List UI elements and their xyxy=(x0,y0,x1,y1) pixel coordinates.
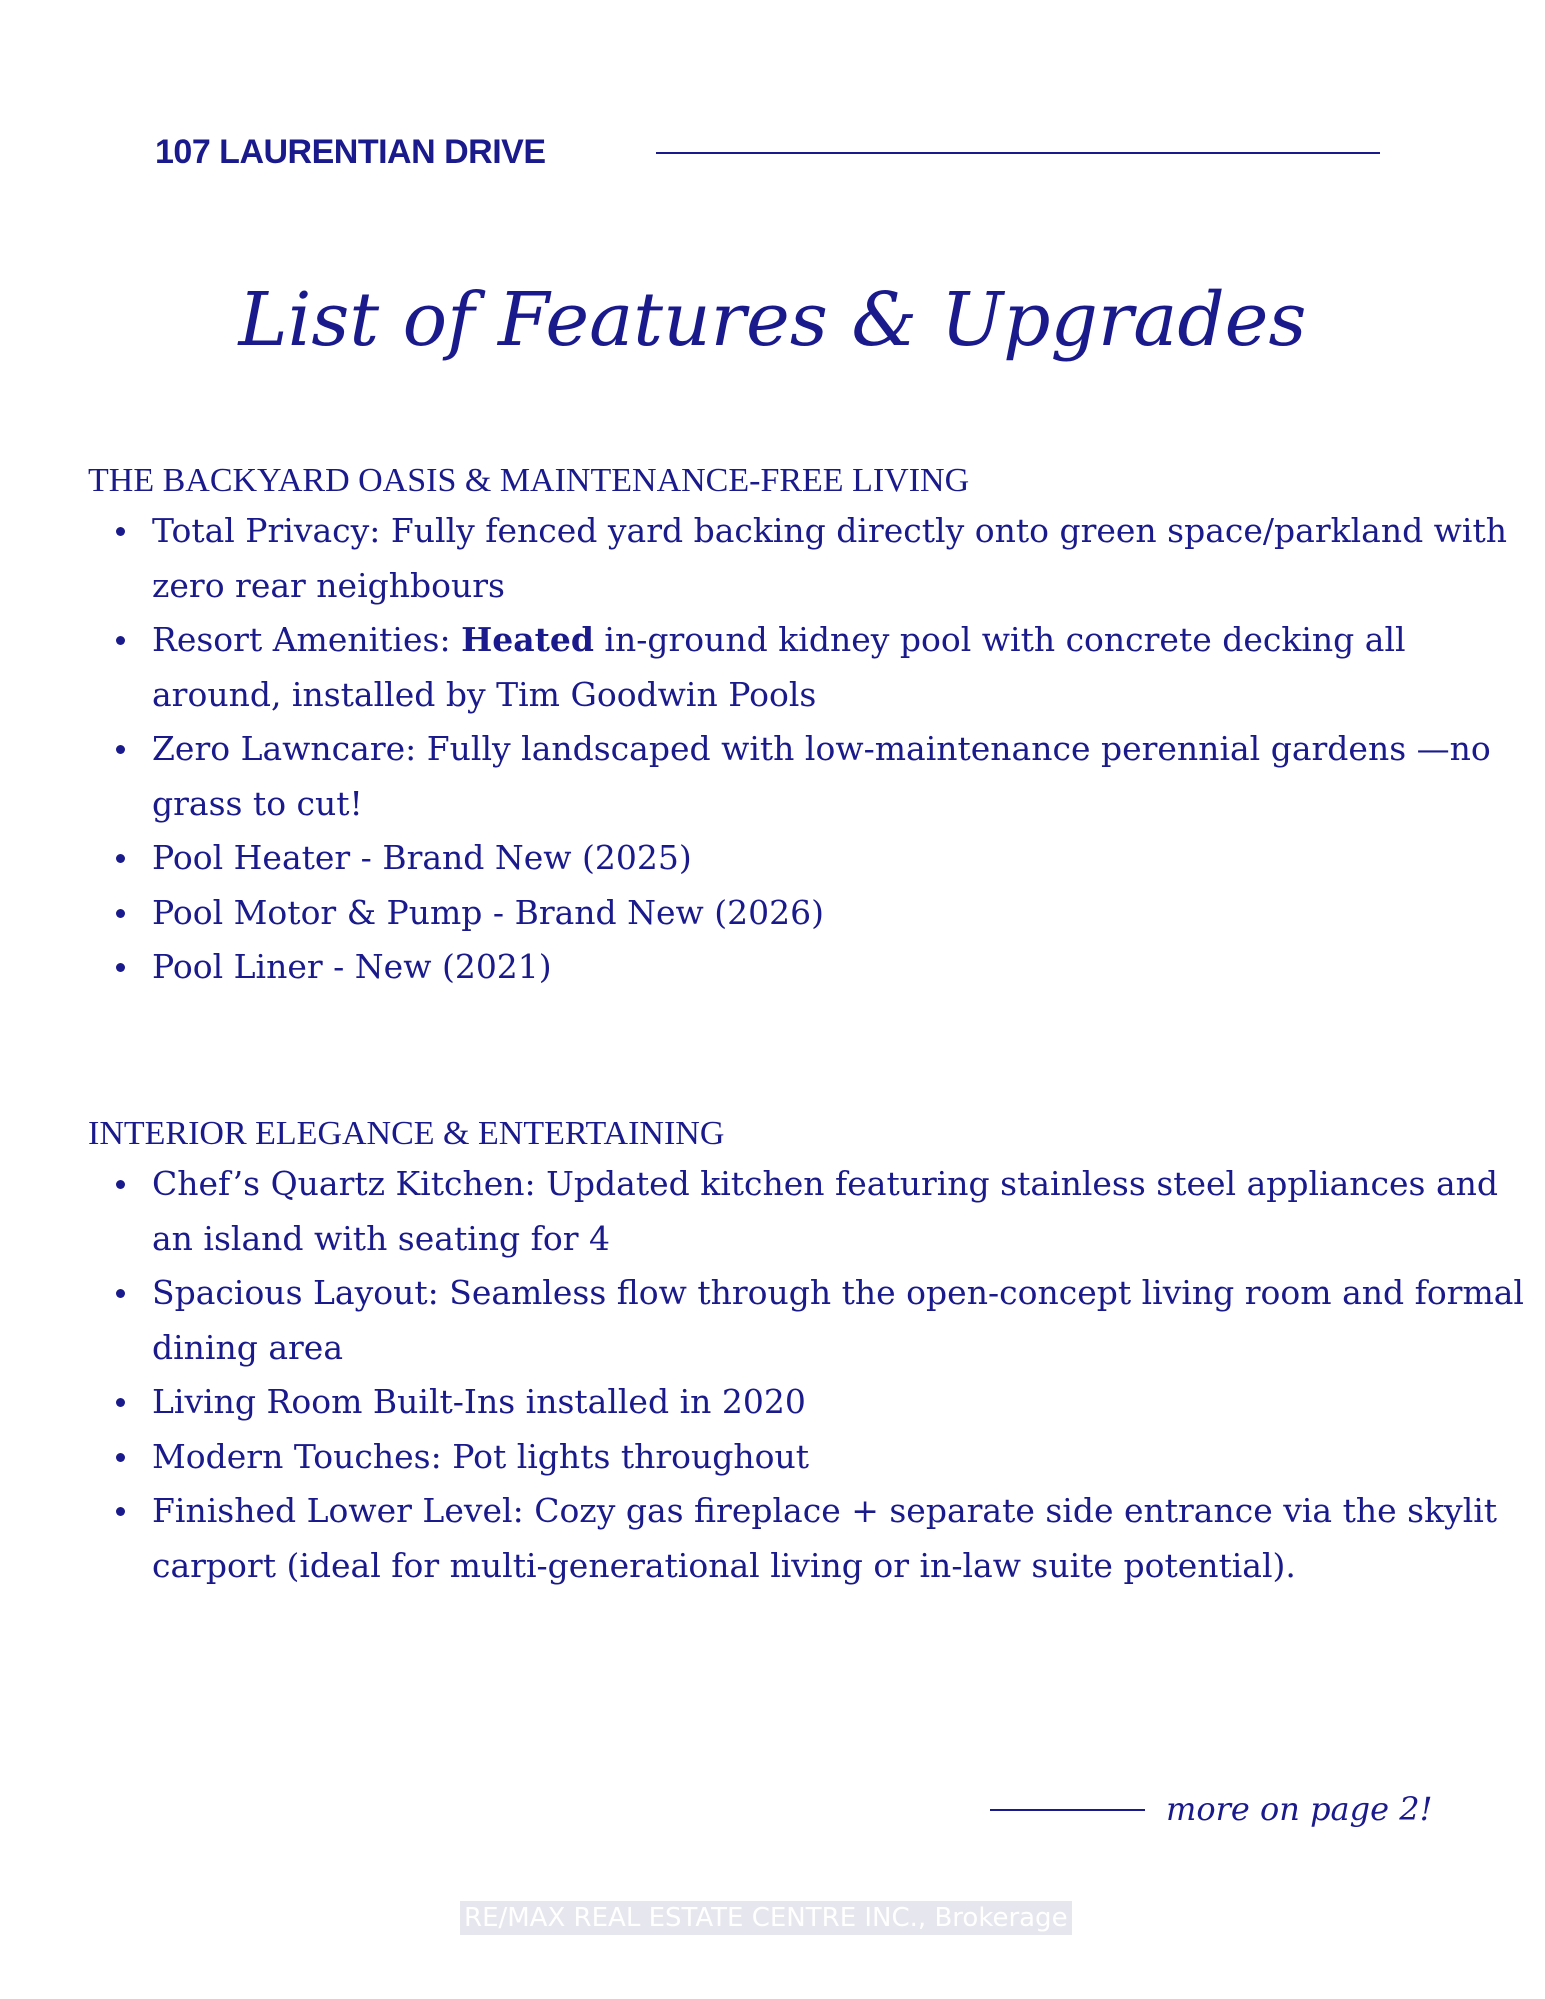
item-text: Chef’s Quartz Kitchen: Updated kitchen featuring stainless steel appliances and an island with seating for 4 xyxy=(152,1164,1499,1258)
item-suffix: in-ground kidney pool with concrete decking all around, installed by Tim Goodwin Pools xyxy=(152,620,1406,714)
brokerage-watermark: RE/MAX REAL ESTATE CENTRE INC., Brokerage xyxy=(460,1901,1072,1935)
bullet-icon xyxy=(116,854,125,863)
section-heading: THE BACKYARD OASIS & MAINTENANCE-FREE LIVING xyxy=(88,462,970,499)
list-item xyxy=(88,940,1542,995)
list-item xyxy=(88,613,1542,722)
bullet-icon xyxy=(116,909,125,918)
bullet-icon xyxy=(116,1180,125,1189)
list-item xyxy=(88,1375,1542,1430)
list-item xyxy=(88,1484,1542,1593)
bullet-icon xyxy=(116,636,125,645)
bullet-icon xyxy=(116,1507,125,1516)
more-divider xyxy=(990,1809,1145,1811)
header-address: 107 LAURENTIAN DRIVE xyxy=(155,133,546,171)
item-text: Living Room Built-Ins installed in 2020 xyxy=(152,1382,806,1421)
header-divider xyxy=(656,152,1380,154)
list-item xyxy=(88,1266,1542,1375)
list-item xyxy=(88,722,1542,831)
bullet-icon xyxy=(116,963,125,972)
section-backyard xyxy=(88,458,1507,995)
item-text: Pool Motor & Pump - Brand New (2026) xyxy=(152,892,825,932)
list-item xyxy=(88,886,1542,941)
more-on-page-link: more on page 2! xyxy=(1166,1790,1433,1828)
bullet-icon xyxy=(116,1398,125,1407)
section-heading: INTERIOR ELEGANCE & ENTERTAINING xyxy=(88,1115,725,1152)
item-text: Pool Liner - New (2021) xyxy=(152,947,552,986)
list-item xyxy=(88,831,1542,886)
feature-list xyxy=(88,1157,1524,1593)
item-text: Spacious Layout: Seamless flow through the open-concept living room and formal dining area xyxy=(152,1273,1524,1367)
list-item xyxy=(88,504,1542,613)
list-item xyxy=(88,1157,1542,1266)
bullet-icon xyxy=(116,745,125,754)
item-text: Zero Lawncare: Fully landscaped with low-maintenance perennial gardens —no grass to cut! xyxy=(152,729,1491,823)
item-text: Finished Lower Level: Cozy gas fireplace + separate side entrance via the skylit carport (ideal for multi-generational living or in-law suite potential). xyxy=(152,1491,1498,1585)
item-text: Total Privacy: Fully fenced yard backing directly onto green space/parkland with zero rear neighbours xyxy=(152,511,1507,605)
bullet-icon xyxy=(116,1289,125,1298)
item-prefix: Resort Amenities: xyxy=(152,620,462,659)
item-text: Modern Touches: Pot lights throughout xyxy=(152,1436,810,1476)
page-title: List of Features & Upgrades xyxy=(238,277,1307,363)
list-item xyxy=(88,1430,1542,1485)
feature-list xyxy=(88,504,1507,995)
item-emphasis: Heated xyxy=(461,620,594,659)
bullet-icon xyxy=(116,1453,125,1462)
item-text: Pool Heater - Brand New (2025) xyxy=(152,838,692,877)
bullet-icon xyxy=(116,527,125,536)
section-interior xyxy=(88,1111,1524,1593)
